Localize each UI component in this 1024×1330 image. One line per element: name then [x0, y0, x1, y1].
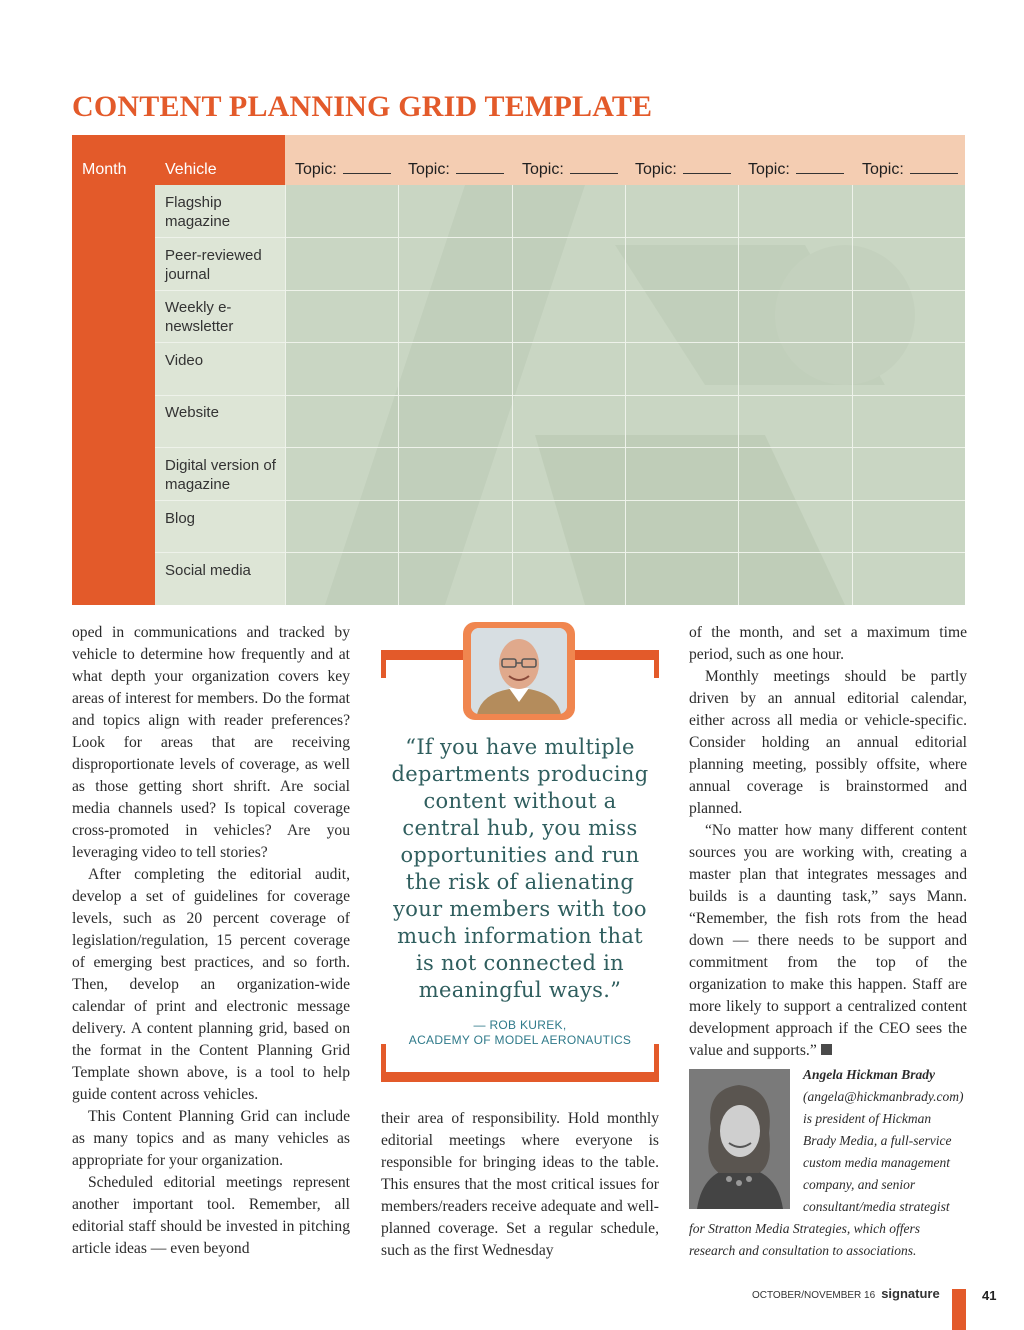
paragraph: This Content Planning Grid can include as many topics and as many vehicles as appropriate for your organization. [72, 1108, 350, 1169]
magazine-name: signature [881, 1286, 940, 1301]
vehicle-header: Vehicle [165, 161, 217, 178]
author-bio: Angela Hickman Brady (angela@hickmanbrady.com) is president of Hickman Brady Media, a full-service custom media management company, and senior consultant/media strategist for Stratton Media Strategies, which offers research and consultation to associations. [689, 1064, 967, 1262]
issue-date: OCTOBER/NOVEMBER 16 [752, 1290, 876, 1301]
paragraph: After completing the editorial audit, develop a set of guidelines for coverage levels, such as 20 percent coverage of legislation/regulation, 15 percent coverage of emerging best practices, and so forth. Then, develop an organization-wide calendar of print and electronic message delivery. A content planning grid, based on the format in the Content Planning Grid Template shown above, is a tool to help guide content across vehicles. [72, 866, 350, 1103]
vehicle-row-label: Flagship magazine [165, 194, 231, 230]
person-photo-icon [471, 628, 567, 714]
author-name: Angela Hickman Brady [803, 1067, 936, 1082]
paragraph: oped in communications and tracked by vehicle to determine how frequently and at what depth your organization covers key areas of interest for members. Do the format and topics align with reader preferences? Look for areas that are receiving disproportionate levels of coverage, as well as those getting short shrift. Are social media channels used? Is topical coverage cross-promoted in vehicles? Are you leveraging video to tell stories? [72, 624, 350, 861]
vehicle-row-label: Website [165, 404, 219, 421]
vehicle-row-label: Digital version of magazine [165, 457, 276, 493]
topic-header: Topic: [862, 135, 958, 185]
month-column [72, 135, 155, 605]
quote-text: “If you have multiple departments producing content without a central hub, you miss opportunities and run the risk of alienating your members with too much information that is not connected in meaningful ways.” [391, 735, 649, 1002]
month-header: Month [82, 161, 127, 178]
content-planning-grid [72, 135, 965, 605]
footer-accent-bar [952, 1289, 966, 1330]
pull-quote [381, 650, 659, 1082]
topic-header: Topic: [408, 135, 504, 185]
quote-attribution: — ROB KUREK, ACADEMY OF MODEL AERONAUTICS [408, 1018, 632, 1047]
topic-header: Topic: [295, 135, 391, 185]
article-column-3 [689, 622, 967, 1062]
paragraph: of the month, and set a maximum time period, such as one hour. [689, 624, 967, 663]
topic-header: Topic: [748, 135, 844, 185]
page-title: CONTENT PLANNING GRID TEMPLATE [72, 90, 653, 123]
vehicle-row-label: Blog [165, 510, 196, 527]
paragraph: their area of responsibility. Hold monthly editorial meetings where everyone is responsible for bringing ideas to the table. This ensures that the most critical issues for members/readers receive adequate and well-planned coverage. Set a regular schedule, such as the first Wednesday [381, 1110, 659, 1259]
article-column-1 [72, 622, 350, 1260]
vehicle-row-label: Peer-reviewed journal [165, 247, 262, 283]
paragraph: “No matter how many different content sources you are working with, creating a master plan that integrates messages and builds is a daunting task,” says Mann. “Remember, the fish rots from the head down — there needs to be support and commitment from the top of the organization to make this happen. Staff are more likely to support a centralized content development approach if the CEO sees the value and supports.” [689, 822, 967, 1059]
page-number: 41 [982, 1288, 997, 1303]
topic-header: Topic: [522, 135, 618, 185]
quote-portrait [463, 622, 575, 720]
page-footer [752, 1286, 940, 1301]
paragraph: Monthly meetings should be partly driven by an annual editorial calendar, either across all media or vehicle-specific. Consider holding an annual editorial planning meeting, possibly offsite, where annual coverage is brainstormed and planned. [689, 668, 967, 817]
vehicle-row-label: Weekly e-newsletter [165, 299, 234, 335]
end-mark-icon [821, 1044, 832, 1055]
vehicle-row-label: Video [165, 352, 204, 369]
article-column-2 [381, 1108, 659, 1262]
vehicle-row-label: Social media [165, 562, 251, 579]
topic-header: Topic: [635, 135, 731, 185]
paragraph: Scheduled editorial meetings represent another important tool. Remember, all editorial staff should be invested in pitching article ideas — even beyond [72, 1174, 350, 1257]
